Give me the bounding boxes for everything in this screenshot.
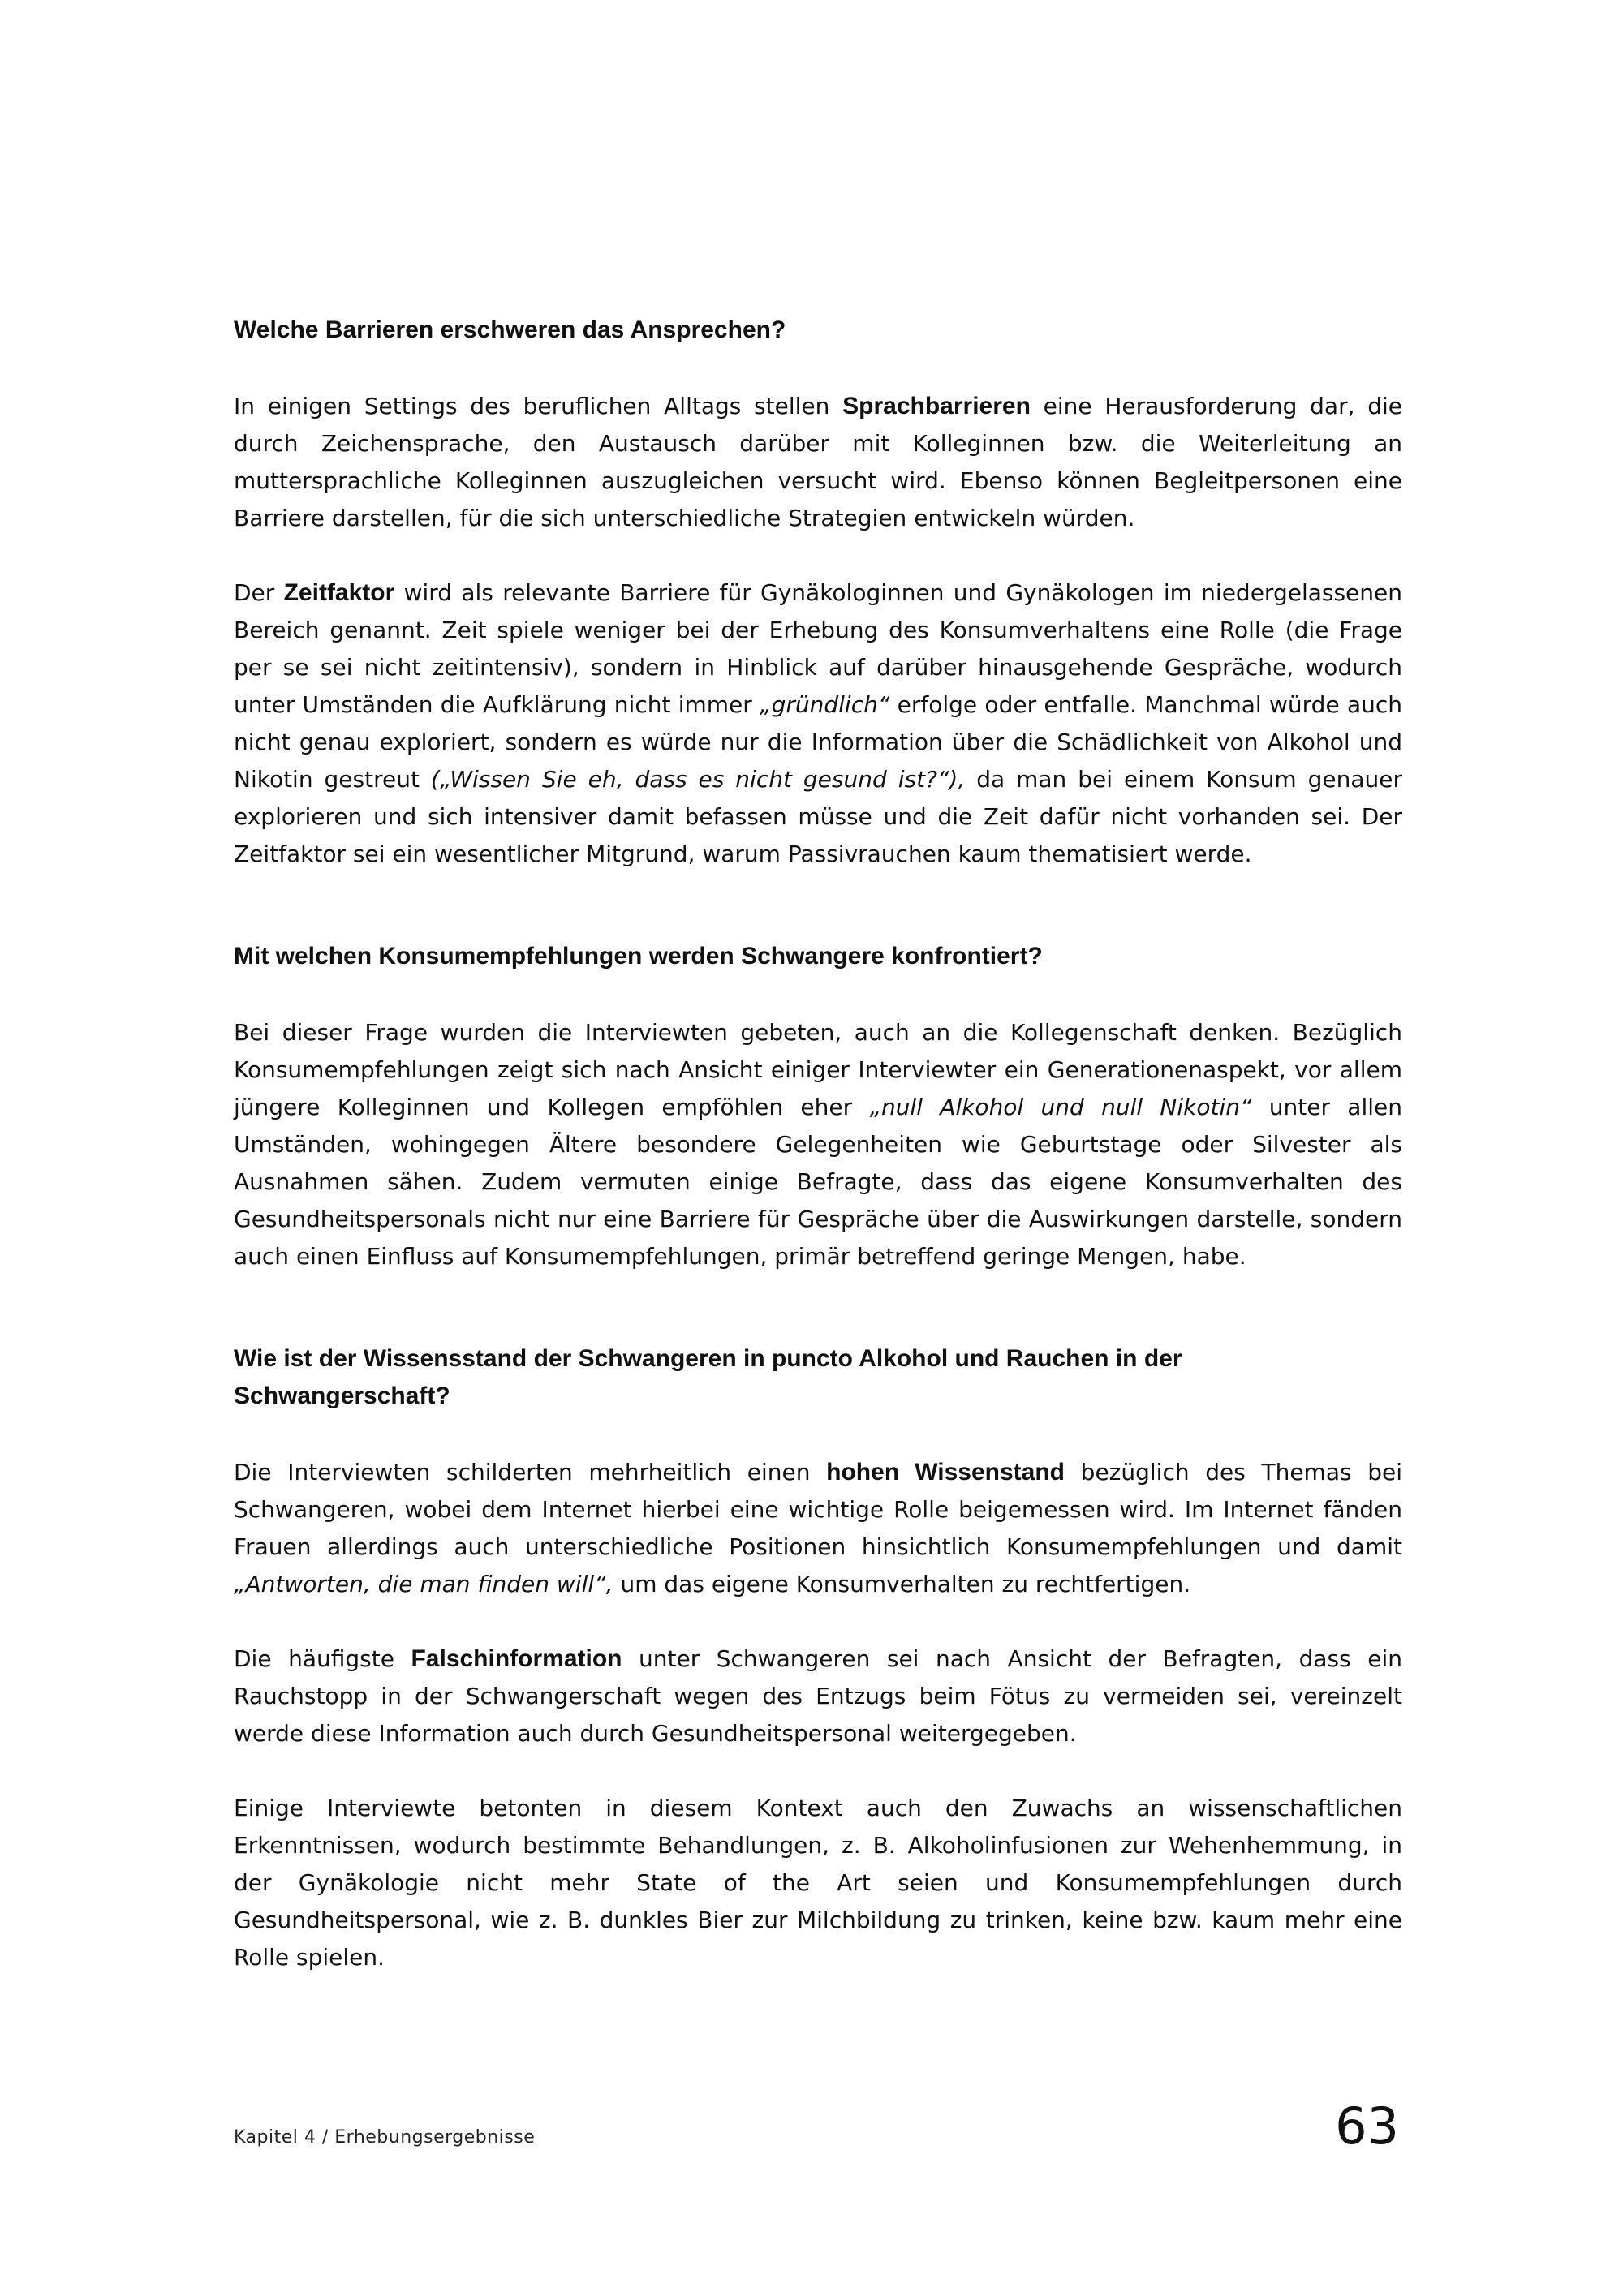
section-heading-barriers: Welche Barrieren erschweren das Ansprechen? xyxy=(234,316,786,343)
page-number: 63 xyxy=(1335,2096,1399,2156)
section-heading-knowledge: Wie ist der Wissensstand der Schwangeren in puncto Alkohol und Rauchen in der Schwangerschaft? xyxy=(234,1345,1182,1409)
text-run: unter allen Umständen, wohingegen Ältere besondere Gelegenheiten wie Geburtstage oder Silvester als Ausnahmen sähen. Zudem vermuten einige Befragte, dass das eigene Konsumverhalten des Gesundheitspersonals nicht nur eine Barriere für Gespräche über die Auswirkungen darstelle, sondern auch einen Einfluss auf Konsumempfehlungen, primär betreffend geringe Mengen, habe. xyxy=(234,1094,1403,1270)
quote-zero-alcohol: „null Alkohol und null Nikotin“ xyxy=(869,1094,1252,1120)
text-run: Die häufigste xyxy=(234,1645,411,1672)
paragraph-knowledge-level xyxy=(234,1454,1402,1603)
footer-chapter-label: Kapitel 4 / Erhebungsergebnisse xyxy=(234,2127,536,2148)
text-run: eine Herausforderung dar, die durch Zeichensprache, den Austausch darüber mit Kolleginnen bzw. die Weiterleitung an muttersprachliche Kolleginnen auszugleichen versucht wird. Ebenso können Begleitpersonen eine Barriere darstellen, für die sich unterschiedliche Strategien entwickeln würden. xyxy=(234,393,1402,531)
paragraph-scientific-knowledge xyxy=(234,1790,1402,1976)
text-run: Der xyxy=(234,579,284,606)
text-run: erfolge oder entfalle. Manchmal würde auch nicht genau exploriert, sondern es würde nur die Information über die Schädlichkeit von Alkohol und Nikotin gestreut xyxy=(234,691,1402,793)
keyword-knowledge-level: hohen Wissenstand xyxy=(826,1459,1065,1486)
keyword-language-barriers: Sprachbarrieren xyxy=(842,393,1031,419)
text-run: wird als relevante Barriere für Gynäkologinnen und Gynäkologen im niedergelassenen Bereich genannt. Zeit spiele weniger bei der Erhebung des Konsumverhaltens eine Rolle (die Frage per se sei nicht zeitintensiv), sondern in Hinblick auf darüber hinausgehende Gespräche, wodurch unter Umständen die Aufklärung nicht immer xyxy=(234,579,1403,718)
text-run: Einige Interviewte betonten in diesem Kontext auch den Zuwachs an wissenschaftlichen Erkenntnissen, wodurch bestimmte Behandlungen, z. B. Alkoholinfusionen zur Wehenhemmung, in der Gynäkologie nicht mehr State of the Art seien und Konsumempfehlungen durch Gesundheitspersonal, wie z. B. dunkles Bier zur Milchbildung zu trinken, keine bzw. kaum mehr eine Rolle spielen. xyxy=(234,1795,1402,1971)
paragraph-language-barriers xyxy=(234,388,1402,537)
text-run: unter Schwangeren sei nach Ansicht der Befragten, dass ein Rauchstopp in der Schwangerschaft wegen des Entzugs beim Fötus zu vermeiden sei, vereinzelt werde diese Information auch durch Gesundheitspersonal weitergegeben. xyxy=(234,1645,1402,1747)
text-run: bezüglich des Themas bei Schwangeren, wobei dem Internet hierbei eine wichtige Rolle beigemessen wird. Im Internet fänden Frauen allerdings auch unterschiedliche Positionen hinsichtlich Konsumempfehlungen und damit xyxy=(234,1459,1403,1560)
quote-thorough: „gründlich“ xyxy=(760,691,890,718)
paragraph-time-factor xyxy=(234,574,1402,873)
keyword-time-factor: Zeitfaktor xyxy=(283,579,395,606)
paragraph-recommendations xyxy=(234,1014,1402,1275)
text-run: Die Interviewten schilderten mehrheitlich einen xyxy=(234,1459,827,1486)
quote-not-healthy: („Wissen Sie eh, dass es nicht gesund ist?“), xyxy=(430,766,966,793)
section-heading-recommendations: Mit welchen Konsumempfehlungen werden Schwangere konfrontiert? xyxy=(234,943,1043,970)
text-run: da man bei einem Konsum genauer explorieren und sich intensiver damit befassen müsse und die Zeit dafür nicht vorhanden sei. Der Zeitfaktor sei ein wesentlicher Mitgrund, warum Passivrauchen kaum thematisiert werde. xyxy=(234,766,1403,867)
text-run: In einigen Settings des beruflichen Alltags stellen xyxy=(234,393,843,419)
keyword-misinformation: Falschinformation xyxy=(411,1645,622,1672)
page-content xyxy=(234,312,1402,2014)
paragraph-misinformation xyxy=(234,1640,1402,1752)
quote-answers: „Antworten, die man finden will“, xyxy=(234,1571,613,1597)
text-run: um das eigene Konsumverhalten zu rechtfertigen. xyxy=(613,1571,1191,1597)
text-run: Bei dieser Frage wurden die Interviewten gebeten, auch an die Kollegenschaft denken. Bezüglich Konsumempfehlungen zeigt sich nach Ansicht einiger Interviewter ein Generationenaspekt, vor allem jüngere Kolleginnen und Kollegen empföhlen eher xyxy=(234,1019,1402,1120)
